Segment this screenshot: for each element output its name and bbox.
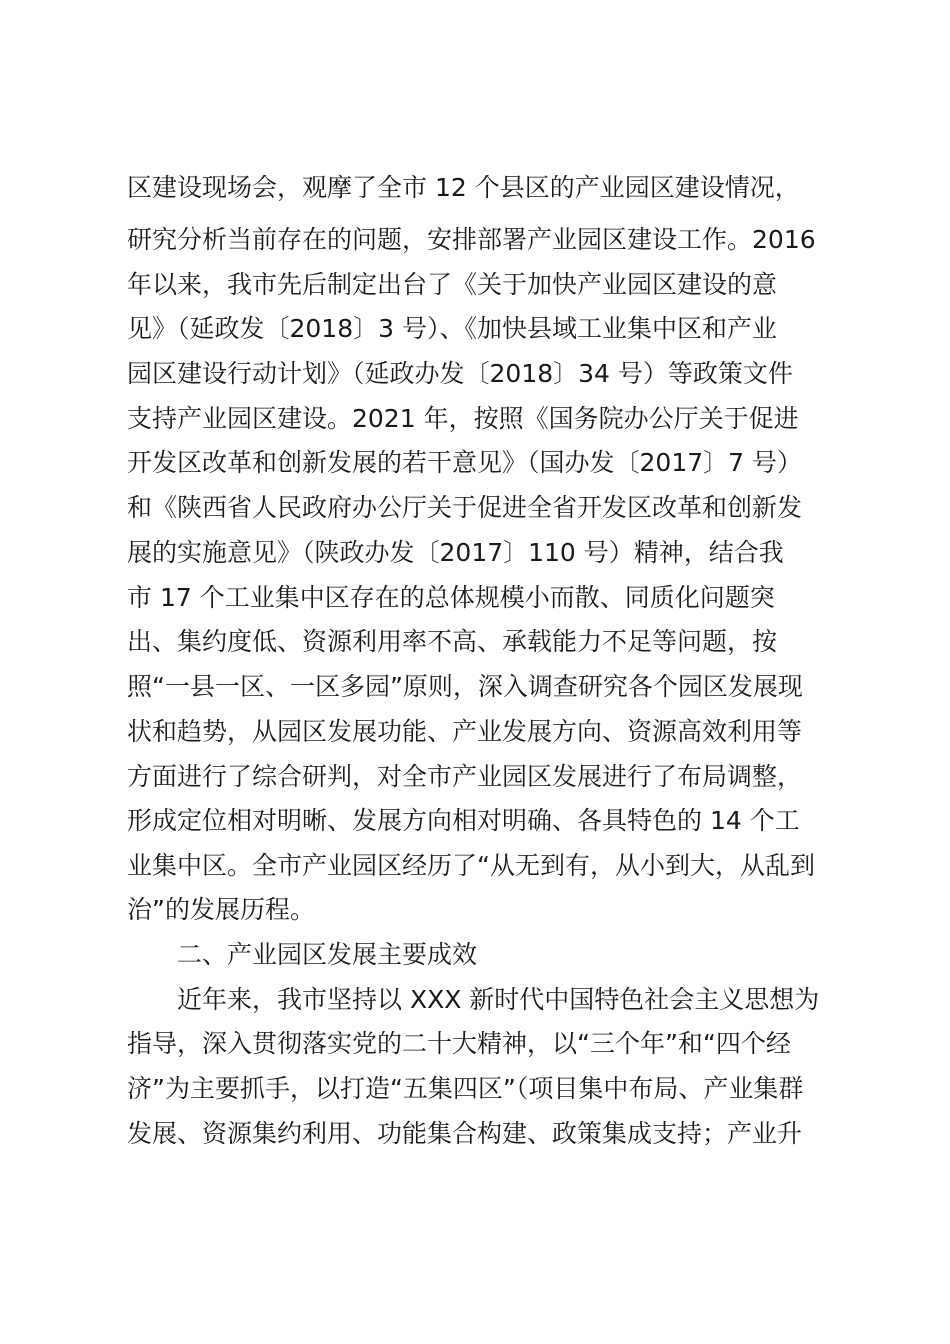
body-text-line: 研究分析当前存在的问题，安排部署产业园区建设工作。2016 (127, 225, 816, 254)
body-text-line: 指导，深入贯彻落实党的二十大精神，以“三个年”和“四个经 (127, 1029, 791, 1058)
body-text-line: 出、集约度低、资源利用率不高、承载能力不足等问题，按 (127, 627, 778, 656)
body-text-line: 支持产业园区建设。2021 年，按照《国务院办公厅关于促进 (127, 404, 799, 433)
body-text-line: 业集中区。全市产业园区经历了“从无到有，从小到大，从乱到 (127, 851, 815, 880)
body-text-line: 市 17 个工业集中区存在的总体规模小而散、同质化问题突 (127, 583, 775, 612)
body-text-line: 开发区改革和创新发展的若干意见》（国办发〔2017〕7 号） (127, 448, 802, 477)
body-text-line: 形成定位相对明晰、发展方向相对明确、各具特色的 14 个工 (127, 806, 800, 835)
body-text-line: 见》（延政发〔2018〕3 号）、《加快县域工业集中区和产业 (127, 314, 777, 343)
body-text-line: 方面进行了综合研判，对全市产业园区发展进行了布局调整， (127, 762, 803, 791)
body-text-line: 发展、资源集约利用、功能集合构建、政策集成支持；产业升 (127, 1119, 803, 1148)
body-text-line: 区建设现场会，观摩了全市 12 个县区的产业园区建设情况， (127, 173, 800, 202)
body-text-line: 状和趋势，从园区发展功能、产业发展方向、资源高效利用等 (127, 717, 803, 746)
body-text-line: 园区建设行动计划》（延政办发〔2018〕34 号）等政策文件 (127, 359, 793, 388)
body-text-line: 济”为主要抓手，以打造“五集四区”（项目集中布局、产业集群 (127, 1074, 804, 1103)
body-text-line: 治”的发展历程。 (127, 895, 315, 924)
body-text-line: 和《陕西省人民政府办公厅关于促进全省开发区改革和创新发 (127, 493, 803, 522)
body-text-line: 照“一县一区、一区多园”原则，深入调查研究各个园区发展现 (127, 672, 803, 701)
body-text-line: 年以来，我市先后制定出台了《关于加快产业园区建设的意 (127, 270, 778, 299)
body-text-line: 展的实施意见》（陕政办发〔2017〕110 号）精神，结合我 (127, 538, 784, 567)
body-text-line: 近年来，我市坚持以 XXX 新时代中国特色社会主义思想为 (177, 985, 820, 1014)
section-heading: 二、产业园区发展主要成效 (177, 940, 478, 969)
